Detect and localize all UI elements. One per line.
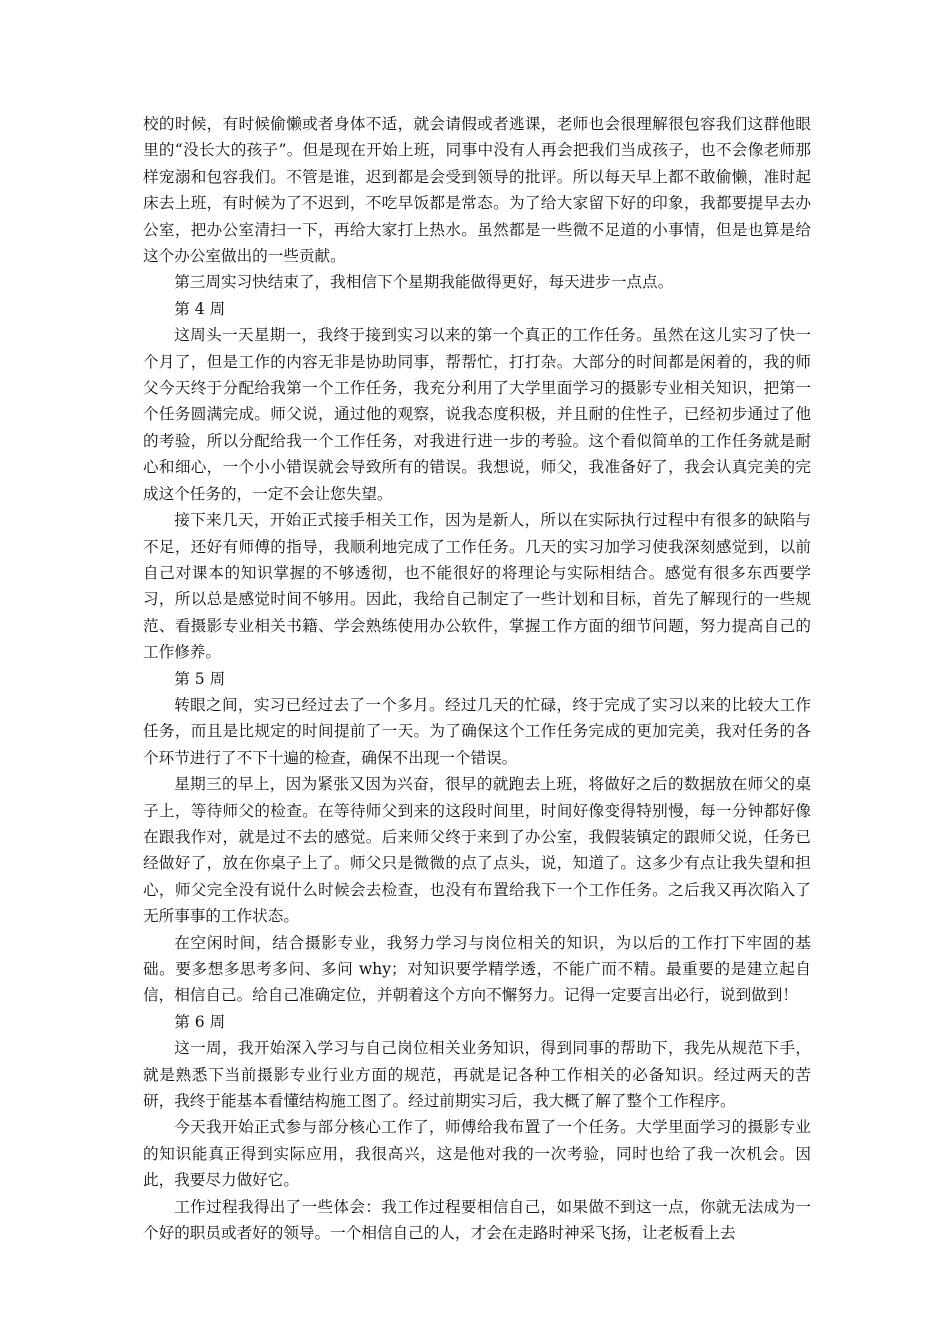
paragraph-week4-first-task: 这周头一天星期一，我终于接到实习以来的第一个真正的工作任务。虽然在这儿实习了快一个月了，但是工作的内容无非是协助同事，帮帮忙，打打杂。大部分的时间都是闲着的，我的师父今天终于分配给我第一个工作任务，我充分利用了大学里面学习的摄影专业相关知识，把第一个任务圆满完成。师父说，通过他的观察，说我态度积极，并且耐的住性子，已经初步通过了他的考验，所以分配给我一个工作任务，对我进行进一步的考验。这个看似简单的工作任务就是耐心和细心，一个小小错误就会导致所有的错误。我想说，师父，我准备好了，我会认真完美的完成这个任务的，一定不会让您失望。 [143,326,811,503]
paragraph-week6-study: 这一周，我开始深入学习与自己岗位相关业务知识，得到同事的帮助下，我先从规范下手，就是熟悉下当前摄影专业行业方面的规范，再就是记各种工作相关的必备知识。经过两天的苦研，我终于能基本看懂结构施工图了。经过前期实习后，我大概了解了整个工作程序。 [143,1039,811,1111]
paragraph-week3-continued: 校的时候，有时候偷懒或者身体不适，就会请假或者逃课，老师也会很理解很包容我们这群他眼里的“没长大的孩子”。但是现在开始上班，同事中没有人再会把我们当成孩子，也不会像老师那样宠溺和包容我们。不管是谁，迟到都是会受到领导的批评。所以每天早上都不敢偷懒，准时起床去上班，有时候为了不迟到，不吃早饭都是常态。为了给大家留下好的印象，我都要提早去办公室，把办公室清扫一下，再给大家打上热水。虽然都是一些微不足道的小事情，但是也算是给这个办公室做出的一些贡献。 [143,115,811,266]
paragraph-week5-free-time: 在空闲时间，结合摄影专业，我努力学习与岗位相关的知识，为以后的工作打下牢固的基础。要多想多思考多问、多问 why；对知识要学精学透，不能广而不精。最重要的是建立起自信，相信自己。给自己准确定位，并朝着这个方向不懈努力。记得一定要言出必行，说到做到！ [143,933,811,1005]
heading-week-4: 第 4 周 [174,299,226,318]
paragraph-week6-insights: 工作过程我得出了一些体会：我工作过程要相信自己，如果做不到这一点，你就无法成为一个好的职员或者好的领导。一个相信自己的人，才会在走路时神采飞扬，让老板看上去 [143,1197,811,1243]
paragraph-week5-wednesday: 星期三的早上，因为紧张又因为兴奋，很早的就跑去上班，将做好之后的数据放在师父的桌子上，等待师父的检查。在等待师父到来的这段时间里，时间好像变得特别慢，每一分钟都好像在跟我作对，就是过不去的感觉。后来师父终于来到了办公室，我假装镇定的跟师父说，任务已经做好了，放在你桌子上了。师父只是微微的点了点头，说，知道了。这多少有点让我失望和担心，师父完全没有说什么时候会去检查，也没有布置给我下一个工作任务。之后我又再次陷入了无所事事的工作状态。 [143,775,811,926]
heading-week-6: 第 6 周 [174,1012,226,1031]
paragraph-week6-core-work: 今天我开始正式参与部分核心工作了，师傅给我布置了一个任务。大学里面学习的摄影专业的知识能真正得到实际应用，我很高兴，这是他对我的一次考验，同时也给了我一次机会。因此，我要尽力做好它。 [143,1118,811,1190]
heading-week-5: 第 5 周 [174,669,226,688]
paragraph-week4-following-days: 接下来几天，开始正式接手相关工作，因为是新人，所以在实际执行过程中有很多的缺陷与不足，还好有师傅的指导，我顺利地完成了工作任务。几天的实习加学习使我深刻感觉到，以前自己对课本的知识掌握的不够透彻，也不能很好的将理论与实际相结合。感觉有很多东西要学习，所以总是感觉时间不够用。因此，我给自己制定了一些计划和目标，首先了解现行的一些规范、看摄影专业相关书籍、学会熟练使用办公软件，掌握工作方面的细节问题，努力提高自己的工作修养。 [143,511,811,662]
document-page [143,111,811,1246]
paragraph-week5-task-complete: 转眼之间，实习已经过去了一个多月。经过几天的忙碌，终于完成了实习以来的比较大工作任务，而且是比规定的时间提前了一天。为了确保这个工作任务完成的更加完美，我对任务的各个环节进行了不下十遍的检查，确保不出现一个错误。 [143,695,811,767]
paragraph-week3-end: 第三周实习快结束了，我相信下个星期我能做得更好，每天进步一点点。 [174,273,674,292]
